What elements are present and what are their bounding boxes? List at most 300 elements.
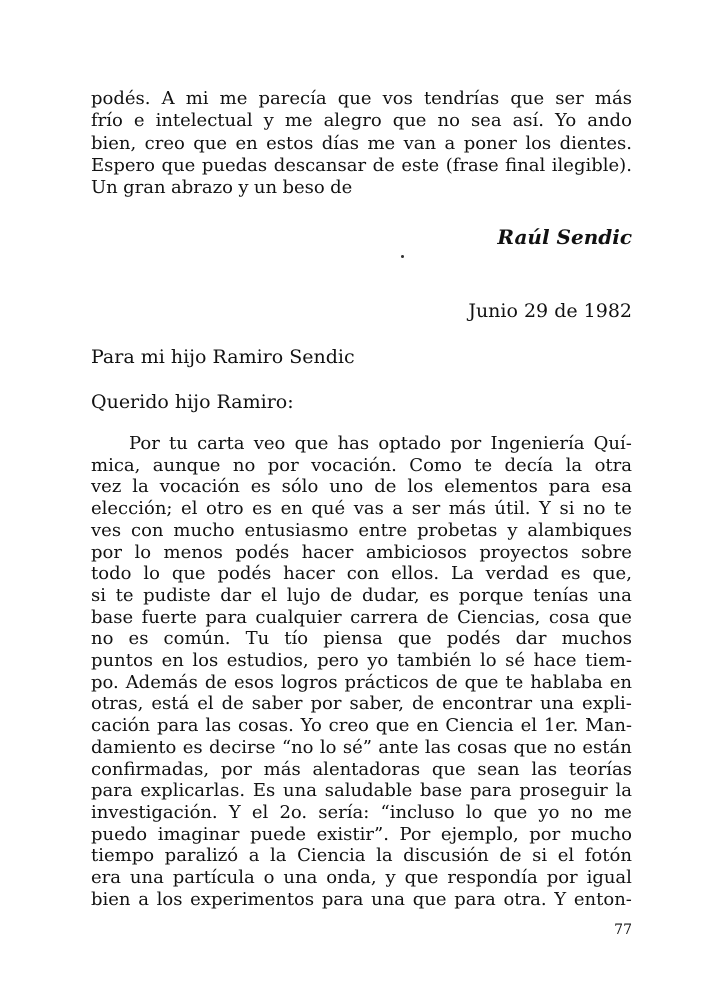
word: te — [614, 498, 632, 520]
word: Y — [554, 888, 567, 910]
word: ves — [91, 519, 122, 541]
word: Yo — [555, 110, 577, 132]
text-line — [91, 867, 632, 889]
word: sólo — [281, 476, 319, 498]
word: A — [161, 88, 175, 109]
word: que — [392, 110, 427, 132]
word: las — [531, 758, 558, 780]
word: una — [371, 888, 406, 910]
word: piensa — [323, 628, 383, 650]
word: sé — [505, 650, 525, 671]
word: creo — [144, 132, 185, 154]
word: me — [367, 132, 396, 154]
word: Yo — [300, 715, 322, 737]
word: mica, — [91, 454, 141, 476]
word: fuerte — [141, 606, 197, 628]
word: así. — [512, 110, 545, 132]
word: de — [330, 177, 353, 199]
word: “incluso — [380, 801, 455, 823]
word: me — [284, 110, 313, 132]
word: a — [444, 132, 456, 154]
recipient-line: Para mi hijo Ramiro Sendic — [91, 346, 355, 368]
word: pudiste — [143, 584, 211, 606]
word: que, — [592, 563, 632, 585]
word: sean — [477, 758, 520, 780]
word: por — [310, 693, 342, 715]
word: enton- — [573, 888, 632, 910]
text-line — [91, 824, 632, 846]
word: otras, — [91, 693, 144, 715]
text-line — [91, 585, 632, 607]
word: cualquier — [255, 606, 342, 628]
word: todo — [91, 563, 132, 585]
word: la — [615, 780, 632, 802]
word: discusión — [403, 845, 489, 867]
word: puedas — [201, 154, 268, 176]
word: podés — [217, 563, 272, 585]
word: porque — [458, 584, 524, 606]
word: a — [392, 498, 404, 520]
word: los — [525, 132, 552, 154]
word: vos — [382, 88, 413, 109]
word: dientes. — [559, 132, 632, 154]
word: el — [181, 498, 198, 520]
word: ambiciosos — [365, 541, 467, 563]
word: otra. — [503, 888, 547, 910]
word: explicarlas. — [140, 780, 246, 802]
word: entre — [358, 519, 408, 541]
word: lo — [465, 801, 483, 823]
word: carta — [197, 433, 245, 454]
word: que — [337, 88, 372, 109]
word: saber — [251, 693, 303, 715]
word: días — [321, 132, 360, 154]
word: para — [548, 476, 591, 498]
word: igual — [586, 867, 632, 888]
word: saludable — [324, 780, 413, 802]
word: tiem- — [585, 650, 632, 671]
word: en — [280, 498, 303, 520]
word: si — [559, 498, 575, 520]
word: era — [91, 867, 121, 888]
word: si — [91, 584, 106, 606]
word: ser — [555, 88, 584, 109]
text-line — [91, 845, 632, 867]
word: bien — [91, 888, 131, 910]
word: por — [220, 758, 252, 780]
word: te — [115, 584, 134, 606]
word: damiento — [91, 736, 177, 758]
word: esa — [601, 476, 632, 498]
word: de — [372, 154, 395, 176]
word: cación — [91, 715, 151, 737]
text-line — [129, 433, 632, 455]
word: y — [507, 519, 518, 541]
word: Ingeniería — [490, 433, 585, 454]
word: estos — [266, 132, 314, 154]
word: sea — [470, 110, 502, 132]
word: alentadoras — [312, 758, 421, 780]
word: tiempo — [91, 845, 155, 867]
salutation: Querido hijo Ramiro: — [91, 391, 294, 413]
word: existir”. — [316, 823, 389, 845]
word: entusiasmo — [244, 519, 349, 541]
word: cosas. — [237, 715, 294, 737]
word: el — [520, 715, 538, 737]
word: ellos. — [391, 563, 440, 585]
word: decirse — [209, 736, 276, 758]
word: 2o. — [279, 801, 308, 823]
text-line — [91, 802, 632, 824]
word: puntos — [91, 650, 154, 671]
text-line — [91, 672, 632, 694]
word: que — [598, 606, 632, 628]
word: el — [260, 584, 278, 606]
word: Ciencias, — [457, 606, 541, 628]
word: po. — [91, 671, 119, 693]
word: proseguir — [519, 780, 608, 802]
text-line — [91, 607, 632, 629]
word: expli- — [581, 693, 632, 715]
word: otra — [594, 454, 632, 476]
word: Como — [409, 454, 462, 476]
word: mi — [185, 88, 209, 109]
word: que — [464, 671, 499, 693]
word: es — [429, 584, 450, 606]
word: carrera — [350, 606, 419, 628]
word: no — [583, 498, 606, 520]
word: veo — [253, 433, 286, 454]
word: mucho — [173, 519, 235, 541]
signature: Raúl Sendic — [497, 225, 632, 249]
word: abrazo — [171, 177, 233, 199]
text-line — [91, 759, 632, 781]
text-line — [91, 110, 632, 132]
word: un — [253, 177, 278, 199]
word: es — [182, 736, 203, 758]
word: que — [493, 801, 528, 823]
word: una — [540, 693, 574, 715]
word: Quí- — [593, 433, 632, 454]
word: fotón — [584, 845, 632, 867]
word: que — [171, 563, 206, 585]
word: más — [594, 88, 632, 109]
word: una — [283, 780, 317, 802]
text-line — [91, 628, 632, 650]
word: pero — [317, 650, 359, 671]
word: Ciencia — [297, 845, 366, 867]
word: de — [411, 693, 435, 715]
word: está — [151, 693, 190, 715]
word: muchos — [561, 628, 632, 650]
word: a — [138, 888, 149, 910]
text-line — [91, 455, 632, 477]
word: base — [91, 606, 134, 628]
word: poner — [463, 132, 517, 154]
word: intelectual — [155, 110, 253, 132]
letter-date: Junio 29 de 1982 — [468, 300, 632, 322]
word: elección; — [91, 498, 173, 520]
word: no — [232, 454, 256, 476]
word: y — [238, 177, 249, 199]
word: lujo — [286, 584, 321, 606]
word: otro — [206, 498, 244, 520]
word: en — [161, 650, 184, 671]
word: para — [321, 888, 364, 910]
word: a — [248, 845, 260, 867]
word: no — [437, 110, 460, 132]
word: por — [450, 433, 482, 454]
word: los — [192, 650, 219, 671]
word: es — [128, 628, 149, 650]
word: me — [219, 88, 248, 109]
word: que — [412, 888, 447, 910]
word: ser — [411, 498, 441, 520]
word: hace — [533, 650, 577, 671]
word: puede — [250, 823, 307, 845]
word: alambiques — [527, 519, 632, 541]
word: podés — [446, 628, 501, 650]
word: dar — [515, 628, 547, 650]
text-line — [91, 498, 632, 520]
word: vocación — [159, 476, 240, 498]
word: una — [597, 584, 632, 606]
word: para — [469, 780, 512, 802]
word: para — [454, 888, 496, 910]
word: menos — [163, 541, 223, 563]
word: Espero — [91, 154, 155, 176]
word: que — [193, 132, 228, 154]
word: teorías — [568, 758, 632, 780]
word: confirmadas, — [91, 758, 210, 780]
word: descansar — [273, 154, 367, 176]
word: no — [553, 736, 577, 758]
word: de — [204, 671, 228, 693]
word: decía — [504, 454, 554, 476]
word: los — [156, 888, 183, 910]
word: que — [294, 433, 329, 454]
word: yo — [538, 801, 560, 823]
word: cosas — [456, 736, 508, 758]
word: útil. — [494, 498, 531, 520]
word: lo — [319, 736, 337, 758]
word: por — [267, 454, 299, 476]
word: Ciencia — [445, 715, 514, 737]
text-line — [91, 693, 632, 715]
word: ejemplo, — [440, 823, 519, 845]
word: con — [130, 519, 164, 541]
word: más — [448, 498, 486, 520]
word: si — [532, 845, 548, 867]
word: los — [407, 476, 434, 498]
word: en — [609, 671, 632, 693]
text-line — [91, 88, 632, 110]
text-line — [91, 737, 632, 759]
word: Tu — [245, 628, 270, 650]
word: también — [396, 650, 472, 671]
word: ante — [378, 736, 419, 758]
word: elementos — [444, 476, 538, 498]
word: vas — [353, 498, 384, 520]
word: de — [330, 584, 353, 606]
word: una — [129, 867, 164, 888]
word: la — [132, 476, 149, 498]
word: de — [374, 476, 397, 498]
word: que — [397, 628, 432, 650]
word: me — [604, 801, 632, 823]
word: has — [337, 433, 370, 454]
word: es — [250, 476, 271, 498]
word: o — [263, 867, 275, 888]
word: de — [499, 845, 522, 867]
word: hacer — [301, 541, 354, 563]
word: prácticos — [344, 671, 429, 693]
word: estudios, — [226, 650, 309, 671]
word: gran — [123, 177, 166, 199]
word: el — [557, 845, 575, 867]
word: Por — [399, 823, 431, 845]
word: respondía — [447, 867, 538, 888]
word: por — [529, 823, 561, 845]
word: que — [375, 715, 410, 737]
word: te — [474, 454, 493, 476]
word: puedo — [91, 823, 148, 845]
word: que — [510, 88, 545, 109]
word: con — [346, 563, 380, 585]
word: en — [235, 132, 258, 154]
word: dudar, — [361, 584, 420, 606]
word: lo — [134, 541, 152, 563]
word: partícula — [172, 867, 255, 888]
word: ando — [587, 110, 632, 132]
word: onda, — [326, 867, 377, 888]
word: bien, — [91, 132, 137, 154]
word: mucho — [570, 823, 632, 845]
word: tío — [284, 628, 309, 650]
word: es — [560, 563, 581, 585]
word: (frase — [445, 154, 499, 176]
word: vez — [91, 476, 122, 498]
text-line — [91, 133, 632, 155]
word: cosa — [548, 606, 590, 628]
word: Y — [539, 498, 551, 520]
word: más — [263, 758, 301, 780]
word: es — [252, 498, 272, 520]
ink-speck — [401, 255, 404, 258]
word: investigación. — [91, 801, 218, 823]
word: para — [156, 715, 199, 737]
word: de — [426, 606, 449, 628]
word: no — [91, 628, 114, 650]
word: parecía — [258, 88, 327, 109]
word: te — [505, 671, 524, 693]
word: verdad — [485, 563, 549, 585]
word: para — [205, 606, 247, 628]
word: probetas — [417, 519, 498, 541]
word: no — [570, 801, 594, 823]
word: ilegible). — [551, 154, 632, 176]
word: de — [435, 671, 458, 693]
text-line — [91, 889, 632, 911]
word: saber, — [349, 693, 404, 715]
word: podés — [235, 541, 290, 563]
word: lo — [143, 563, 160, 585]
word: las — [205, 715, 232, 737]
word: “no — [281, 736, 314, 758]
word: Un — [91, 177, 118, 199]
word: sé” — [342, 736, 372, 758]
page-number: 77 — [614, 922, 632, 938]
word: que — [404, 867, 439, 888]
word: yo — [367, 650, 389, 671]
word: hablaba — [530, 671, 603, 693]
word: que — [431, 758, 466, 780]
word: Man- — [585, 715, 632, 737]
word: la — [376, 845, 393, 867]
word: tendrías — [423, 88, 500, 109]
word: una — [283, 867, 318, 888]
word: la — [565, 454, 583, 476]
word: hacer — [283, 563, 335, 585]
word: en — [416, 715, 439, 737]
word: sería: — [318, 801, 370, 823]
word: qué — [311, 498, 346, 520]
word: están — [582, 736, 632, 758]
word: e — [133, 110, 145, 132]
word: y — [263, 110, 274, 132]
word: alegro — [323, 110, 382, 132]
text-line — [91, 650, 632, 672]
text-line — [91, 520, 632, 542]
word: vocación. — [311, 454, 397, 476]
word: el — [197, 693, 214, 715]
word: lo — [479, 650, 497, 671]
word: Es — [252, 780, 276, 802]
word: logros — [280, 671, 338, 693]
word: final — [505, 154, 546, 176]
text-line — [91, 177, 632, 199]
text-line — [91, 715, 632, 737]
word: tenías — [533, 584, 589, 606]
text-line — [91, 563, 632, 585]
text-line — [91, 780, 632, 802]
word: podés. — [91, 88, 151, 109]
word: y — [385, 867, 396, 888]
text-line — [91, 476, 632, 498]
word: que — [161, 154, 196, 176]
word: frío — [91, 110, 123, 132]
word: este — [401, 154, 440, 176]
word: para — [91, 780, 133, 802]
word: paralizó — [164, 845, 239, 867]
word: el — [251, 801, 269, 823]
word: dar — [220, 584, 252, 606]
word: común. — [163, 628, 231, 650]
word: tu — [169, 433, 188, 454]
text-line — [91, 542, 632, 564]
word: optado — [378, 433, 442, 454]
word: encontrar — [442, 693, 533, 715]
word: las — [424, 736, 451, 758]
word: por — [546, 867, 578, 888]
word: imaginar — [157, 823, 240, 845]
word: van — [403, 132, 437, 154]
word: 1er. — [543, 715, 579, 737]
word: uno — [329, 476, 364, 498]
word: sobre — [581, 541, 632, 563]
word: La — [450, 563, 474, 585]
word: que — [513, 736, 548, 758]
